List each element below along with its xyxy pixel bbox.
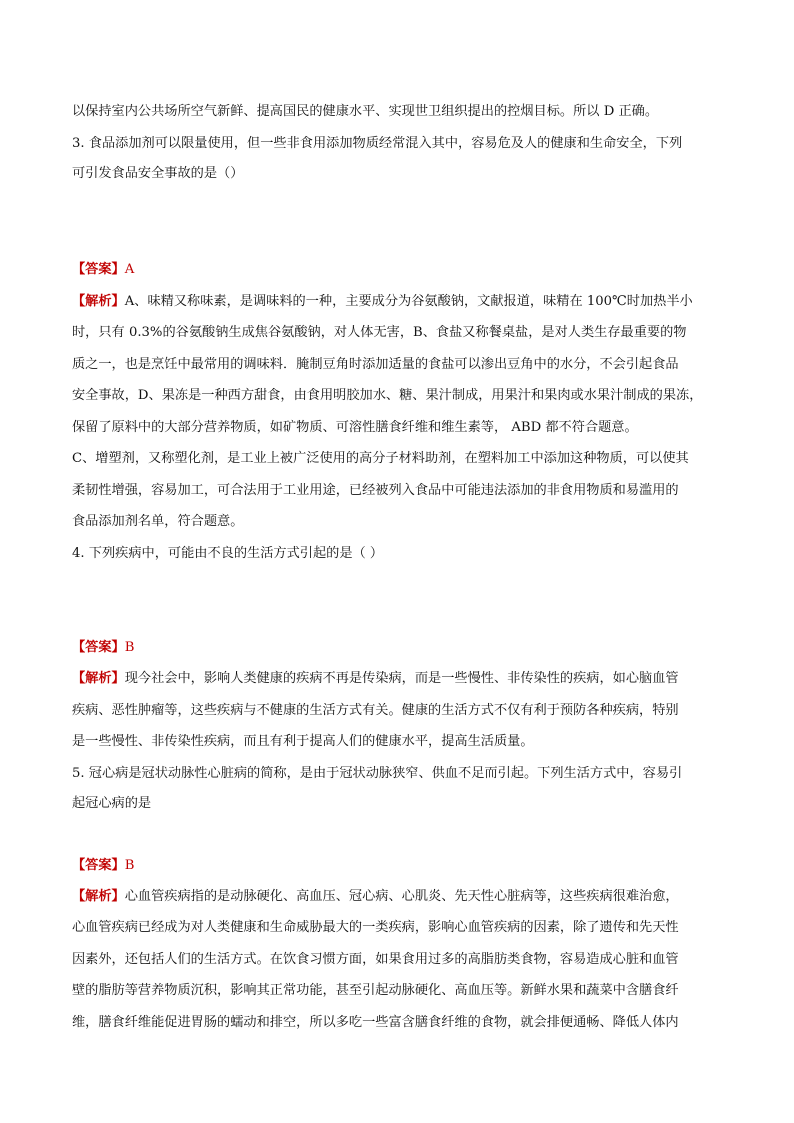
- analysis-tag: 【解析】: [72, 889, 125, 904]
- question-5-stem-cont: 起冠心病的是: [72, 796, 152, 811]
- analysis-text: 心血管疾病指的是动脉硬化、高血压、冠心病、心肌炎、先天性心脏病等，这些疾病很难治愈，: [124, 889, 679, 904]
- question-3-stem: 3. 食品添加剂可以限量使用，但一些非食用添加物质经常混入其中，容易危及人的健康和生命安全，下列: [72, 136, 683, 151]
- analysis-tag: 【解析】: [72, 671, 125, 686]
- paragraph-line: 壁的脂肪等营养物质沉积，影响其正常功能，甚至引起动脉硬化、高血压等。新鲜水果和蔬菜中含膳食纤: [72, 983, 679, 998]
- answer-line: [72, 856, 724, 876]
- question-4-stem: 4. 下列疾病中，可能由不良的生活方式引起的是（ ）: [72, 546, 384, 561]
- paragraph-line: 因素外，还包括人们的生活方式。在饮食习惯方面，如果食用过多的高脂肪类食物，容易造成心脏和血管: [72, 952, 679, 967]
- answer-value: A: [124, 262, 135, 277]
- paragraph-line: 时，只有 0.3%的谷氨酸钠生成焦谷氨酸钠，对人体无害，B、食盐又称餐桌盐，是对人类生存最重要的物: [72, 325, 687, 340]
- paragraph-line: 保留了原料中的大部分营养物质，如矿物质、可溶性膳食纤维和维生素等， ABD 都不符合题意。: [72, 420, 638, 435]
- paragraph-line: 以保持室内公共场所空气新鲜、提高国民的健康水平、实现世卫组织提出的控烟目标。所以 D 正确。: [72, 104, 659, 119]
- paragraph-line: 心血管疾病已经成为对人类健康和生命威胁最大的一类疾病，影响心血管疾病的因素，除了遗传和先天性: [72, 920, 679, 935]
- analysis-line: [72, 669, 724, 689]
- paragraph-line: 安全事故，D、果冻是一种西方甜食，由食用明胶加水、糖、果汁制成，用果汁和果肉或水果汁制成的果冻，: [72, 388, 703, 403]
- paragraph-line: 食品添加剂名单，符合题意。: [72, 514, 244, 529]
- answer-line: [72, 260, 724, 280]
- analysis-line: [72, 292, 724, 312]
- paragraph-line: 疾病、恶性肿瘤等，这些疾病与不健康的生活方式有关。健康的生活方式不仅有利于预防各种疾病，特别: [72, 703, 679, 718]
- analysis-text: A、味精又称味素，是调味料的一种，主要成分为谷氨酸钠，文献报道，味精在 100℃时加热半小: [124, 294, 693, 309]
- answer-tag: 【答案】: [72, 262, 125, 277]
- analysis-line: [72, 887, 724, 907]
- answer-tag: 【答案】: [72, 858, 125, 873]
- paragraph-line: C、增塑剂，又称塑化剂，是工业上被广泛使用的高分子材料助剂，在塑料加工中添加这种物质，可以使其: [72, 451, 689, 466]
- paragraph-line: 质之一，也是烹饪中最常用的调味料．腌制豆角时添加适量的食盐可以渗出豆角中的水分，不会引起食品: [72, 357, 679, 372]
- paragraph-line: 柔韧性增强，容易加工，可合法用于工业用途，已经被列入食品中可能违法添加的非食用物质和易滥用的: [72, 483, 679, 498]
- analysis-tag: 【解析】: [72, 294, 125, 309]
- question-5-stem: 5. 冠心病是冠状动脉性心脏病的简称，是由于冠状动脉狭窄、供血不足而引起。下列生活方式中，容易引: [72, 766, 683, 781]
- answer-line: [72, 638, 724, 658]
- paragraph-line: 维，膳食纤维能促进胃肠的蠕动和排空，所以多吃一些富含膳食纤维的食物，就会排便通畅、降低人体内: [72, 1015, 679, 1030]
- analysis-text: 现今社会中，影响人类健康的疾病不再是传染病，而是一些慢性、非传染性的疾病，如心脑血管: [124, 671, 679, 686]
- question-3-stem-cont: 可引发食品安全事故的是（）: [72, 166, 244, 181]
- answer-value: B: [124, 640, 135, 655]
- paragraph-line: 是一些慢性、非传染性疾病，而且有利于提高人们的健康水平，提高生活质量。: [72, 734, 534, 749]
- answer-tag: 【答案】: [72, 640, 125, 655]
- answer-value: B: [124, 858, 135, 873]
